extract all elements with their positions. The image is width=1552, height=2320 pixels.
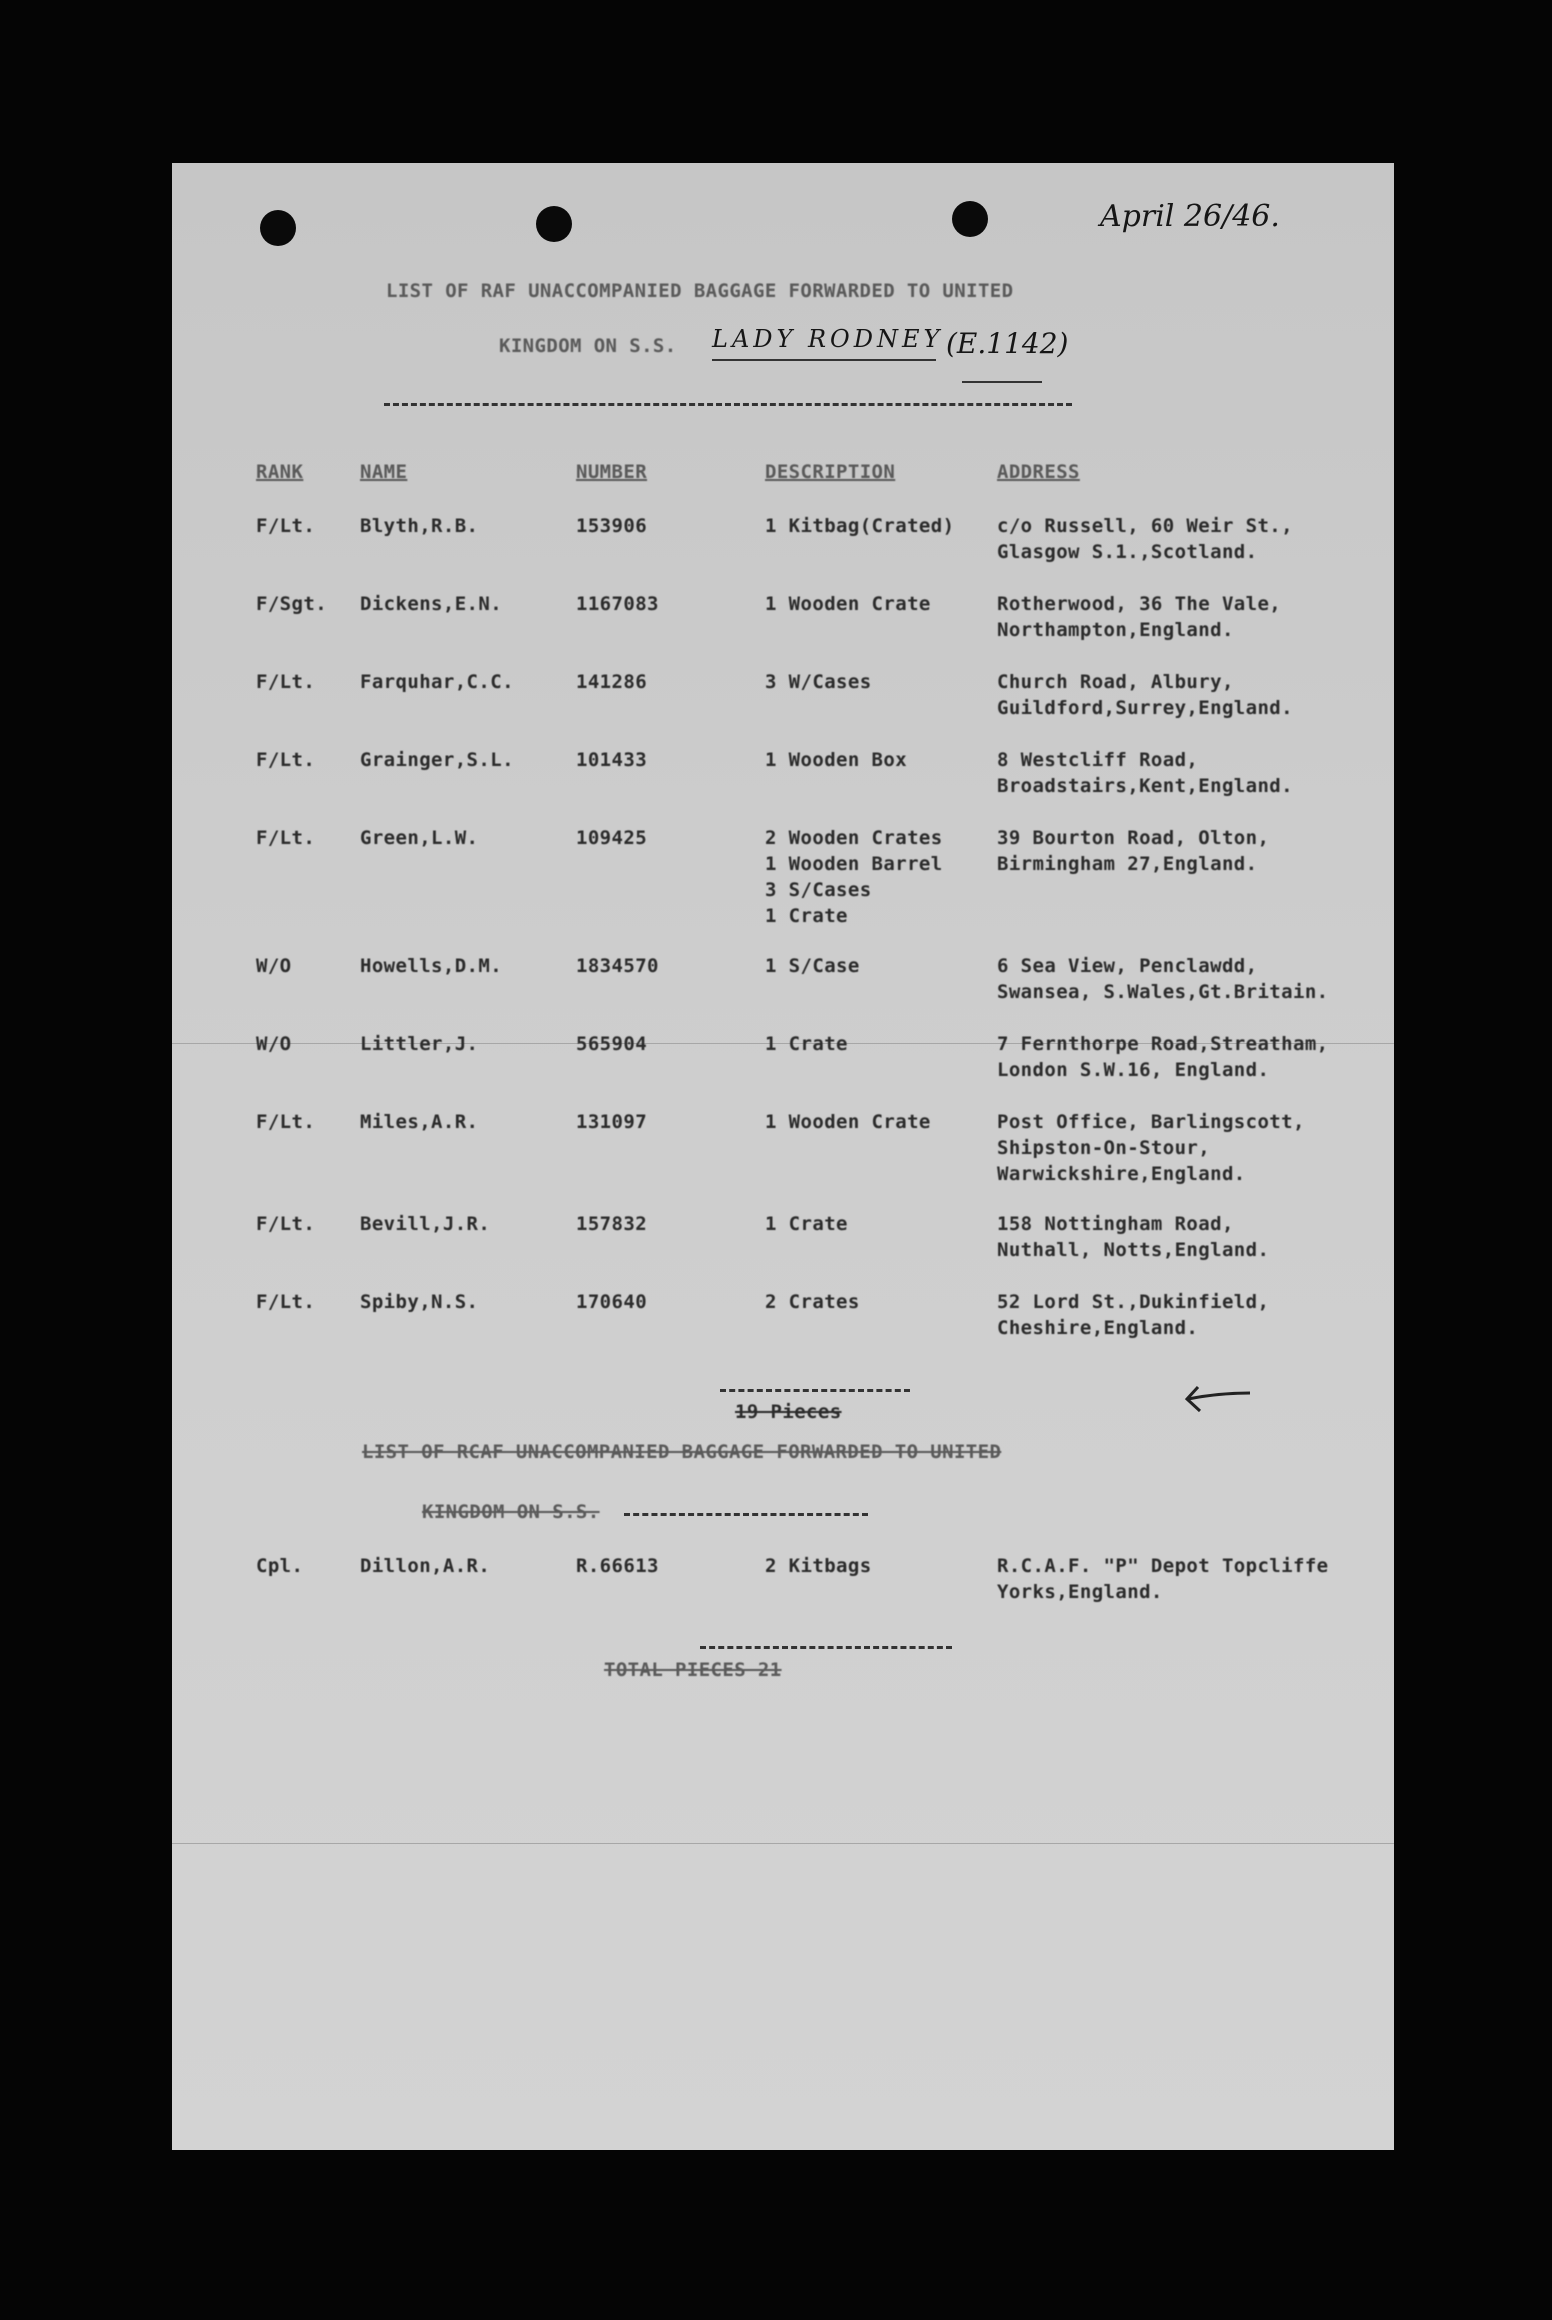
document-page: [172, 163, 1394, 2150]
pieces-total: 19 Pieces: [735, 1401, 842, 1423]
row-rank: F/Lt.: [256, 671, 316, 693]
total-dashed-rule: [700, 1646, 952, 1649]
code-underline: [962, 381, 1042, 383]
row-address: Church Road, Albury, Guildford,Surrey,England.: [997, 671, 1293, 719]
row-address: c/o Russell, 60 Weir St., Glasgow S.1.,Scotland.: [997, 515, 1293, 563]
section2-title-line-1: LIST OF RCAF UNACCOMPANIED BAGGAGE FORWARDED TO UNITED: [362, 1441, 1002, 1463]
section2-title-line-2: KINGDOM ON S.S.: [422, 1501, 600, 1523]
row-description: 1 Wooden Crate: [765, 1111, 931, 1133]
row-name: Grainger,S.L.: [360, 749, 514, 771]
row-address: Rotherwood, 36 The Vale, Northampton,England.: [997, 593, 1282, 641]
row-rank: F/Lt.: [256, 515, 316, 537]
row-address: 158 Nottingham Road, Nuthall, Notts,England.: [997, 1213, 1270, 1261]
row-name: Blyth,R.B.: [360, 515, 479, 537]
row-number: 153906: [576, 515, 648, 537]
punch-hole: [952, 201, 988, 237]
arrow-annotation: [1184, 1381, 1252, 1415]
row-name: Dillon,A.R.: [360, 1555, 491, 1577]
row-description: 1 S/Case: [765, 955, 860, 977]
row-number: 1167083: [576, 593, 659, 615]
row-address: 7 Fernthorpe Road,Streatham, London S.W.16, England.: [997, 1033, 1329, 1081]
row-name: Howells,D.M.: [360, 955, 503, 977]
row-address: 6 Sea View, Penclawdd, Swansea, S.Wales,Gt.Britain.: [997, 955, 1329, 1003]
row-name: Green,L.W.: [360, 827, 479, 849]
row-rank: F/Lt.: [256, 749, 316, 771]
row-number: 157832: [576, 1213, 648, 1235]
row-description: 2 Kitbags: [765, 1555, 872, 1577]
header-name: NAME: [360, 461, 408, 483]
row-name: Miles,A.R.: [360, 1111, 479, 1133]
row-rank: W/O: [256, 955, 292, 977]
header-number: NUMBER: [576, 461, 648, 483]
row-name: Spiby,N.S.: [360, 1291, 479, 1313]
punch-hole: [260, 210, 296, 246]
row-description: 2 Crates: [765, 1291, 860, 1313]
row-number: 109425: [576, 827, 648, 849]
row-description: 1 Wooden Crate: [765, 593, 931, 615]
row-description: 2 Wooden Crates 1 Wooden Barrel 3 S/Cases 1 Crate: [765, 827, 943, 927]
row-description: 1 Crate: [765, 1033, 848, 1055]
fold-line: [172, 1843, 1394, 1844]
date-annotation: April 26/46.: [1100, 199, 1280, 234]
punch-hole: [536, 206, 572, 242]
row-rank: F/Lt.: [256, 1213, 316, 1235]
row-number: 141286: [576, 671, 648, 693]
row-rank: W/O: [256, 1033, 292, 1055]
row-address: 52 Lord St.,Dukinfield, Cheshire,England.: [997, 1291, 1270, 1339]
title-line-2: KINGDOM ON S.S.: [499, 335, 677, 357]
row-rank: F/Lt.: [256, 1111, 316, 1133]
header-description: DESCRIPTION: [765, 461, 896, 483]
row-name: Littler,J.: [360, 1033, 479, 1055]
row-description: 1 Wooden Box: [765, 749, 908, 771]
row-address: R.C.A.F. "P" Depot Topcliffe Yorks,England.: [997, 1555, 1329, 1603]
row-description: 3 W/Cases: [765, 671, 872, 693]
ship-code: (E.1142): [946, 327, 1069, 360]
row-rank: F/Lt.: [256, 1291, 316, 1313]
row-number: 101433: [576, 749, 648, 771]
header-address: ADDRESS: [997, 461, 1080, 483]
row-description: 1 Crate: [765, 1213, 848, 1235]
title-dashed-rule: [384, 403, 1072, 406]
section2-dashed-rule: [624, 1513, 868, 1516]
pieces-dashed-rule: [720, 1389, 910, 1392]
row-name: Bevill,J.R.: [360, 1213, 491, 1235]
row-address: 8 Westcliff Road, Broadstairs,Kent,England.: [997, 749, 1293, 797]
row-rank: Cpl.: [256, 1555, 304, 1577]
row-address: Post Office, Barlingscott, Shipston-On-Stour, Warwickshire,England.: [997, 1111, 1305, 1185]
row-number: R.66613: [576, 1555, 659, 1577]
title-line-1: LIST OF RAF UNACCOMPANIED BAGGAGE FORWARDED TO UNITED: [386, 280, 1014, 302]
total-pieces: TOTAL PIECES 21: [604, 1659, 782, 1681]
row-number: 170640: [576, 1291, 648, 1313]
row-description: 1 Kitbag(Crated): [765, 515, 955, 537]
row-number: 565904: [576, 1033, 648, 1055]
row-number: 131097: [576, 1111, 648, 1133]
row-address: 39 Bourton Road, Olton, Birmingham 27,England.: [997, 827, 1270, 875]
row-number: 1834570: [576, 955, 659, 977]
ship-name-underline: [712, 359, 936, 361]
row-name: Dickens,E.N.: [360, 593, 503, 615]
ship-name: LADY RODNEY: [712, 325, 944, 353]
row-rank: F/Lt.: [256, 827, 316, 849]
row-name: Farquhar,C.C.: [360, 671, 514, 693]
row-rank: F/Sgt.: [256, 593, 328, 615]
header-rank: RANK: [256, 461, 304, 483]
